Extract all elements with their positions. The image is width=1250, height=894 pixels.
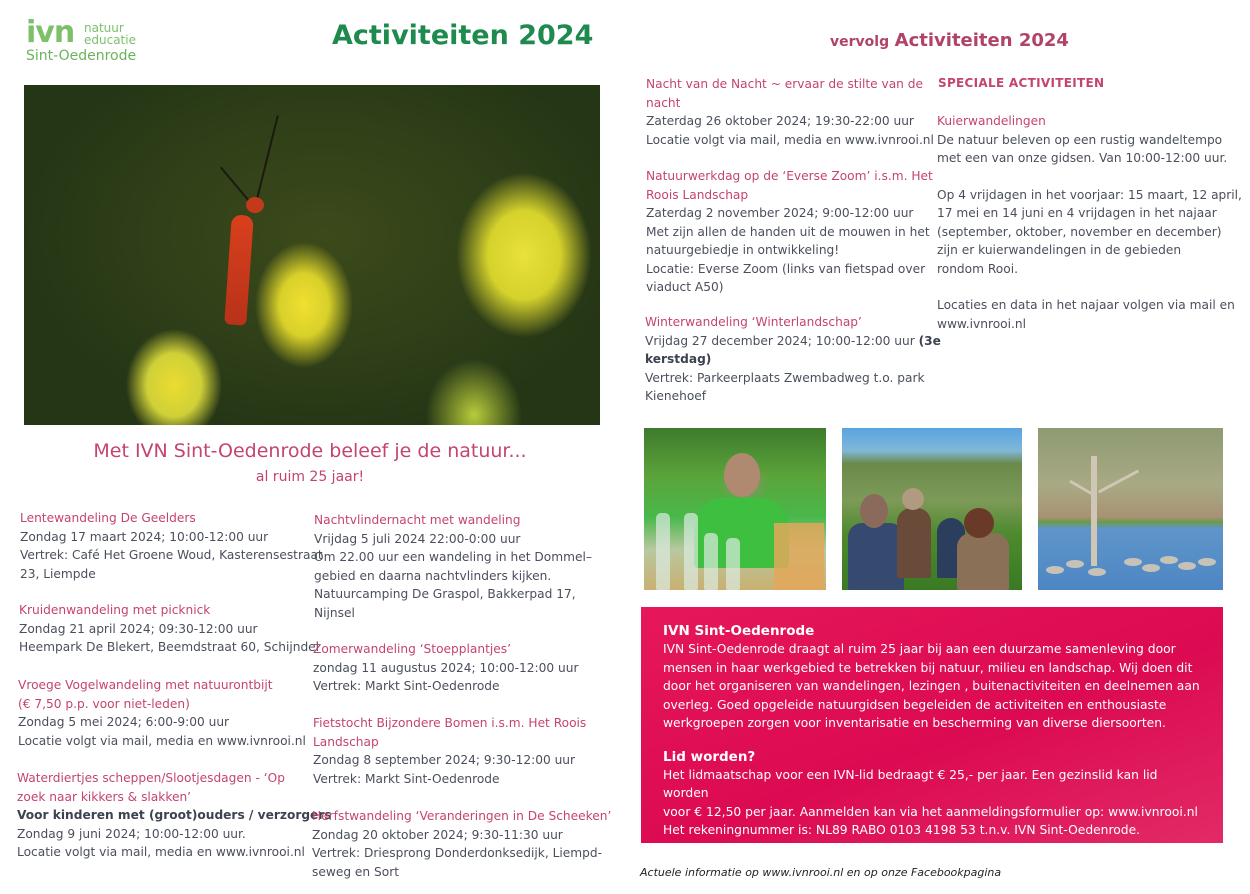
event-location: Nijnsel	[314, 605, 355, 620]
event-lentewandeling	[20, 509, 323, 583]
goose	[1142, 564, 1160, 572]
info-paragraph: IVN Sint-Oedenrode draagt al ruim 25 jaar bij aan een duurzame samenleving door mensen in haar werkgebied te betrekken bij natuur, milieu en landschap. Wij doen dit door het organiseren van wandelingen, lezingen , buitenactiviteiten en deelnemen aan overleg. Goed opgeleide natuurgidsen begeleiden de activiteiten en enthousiaste werkgroepen zorgen voor inventarisatie en bescherming van diverse diersoorten.	[663, 642, 1200, 730]
bottle	[656, 513, 670, 590]
event-description: Om 22.00 uur een wandeling in het Dommel–	[314, 550, 592, 564]
continued-title	[830, 30, 1069, 51]
event-title: Natuurwerkdag op de ‘Everse Zoom’ i.s.m. Het	[646, 169, 933, 183]
event-title: Waterdiertjes scheppen/Slootjesdagen - ‘Op	[17, 771, 285, 785]
event-description: Locaties en data in het najaar volgen via mail en	[937, 298, 1235, 312]
logo-mark: ivn	[26, 15, 75, 50]
person	[848, 523, 904, 590]
event-nachtvlindernacht	[314, 511, 592, 622]
tree-branch	[1069, 480, 1093, 496]
goose	[1066, 560, 1084, 568]
event-description: 17 mei en 14 juni en 4 vrijdagen in het najaar	[937, 206, 1217, 220]
event-title: Nacht van de Nacht ~ ervaar de stilte van de	[646, 77, 924, 91]
event-winterwandeling	[645, 313, 941, 406]
person-head	[964, 508, 994, 538]
bottle	[684, 513, 698, 590]
event-location: Locatie volgt via mail, media en www.ivnrooi.nl	[17, 845, 305, 859]
event-date: Zondag 9 juni 2024; 10:00-12:00 uur.	[17, 826, 246, 841]
bank-account-line: Het rekeningnummer is: NL89 RABO 0103 4198 53 t.n.v. IVN Sint-Oedenrode.	[663, 823, 1141, 837]
goose	[1046, 566, 1064, 574]
event-description: (september, oktober, november en december)	[937, 224, 1222, 239]
event-description: Met zijn allen de handen uit de mouwen in het	[646, 224, 930, 239]
event-location: Vertrek: Markt Sint-Oedenrode	[313, 679, 500, 693]
beetle-antenna	[220, 167, 250, 202]
event-title: Herfstwandeling ‘Veranderingen in De Scheeken’	[312, 809, 612, 823]
ivn-info-box	[641, 607, 1223, 843]
event-title: Fietstocht Bijzondere Bomen i.s.m. Het Roois	[313, 716, 587, 730]
event-natuurwerkdag	[646, 167, 933, 297]
person-head	[860, 494, 888, 528]
event-location: Locatie volgt via mail, media en www.ivnrooi.nl	[646, 132, 934, 147]
event-location: Vertrek: Parkeerplaats Zwembadweg t.o. park	[645, 370, 925, 385]
event-title: Kruidenwandeling met picknick	[19, 603, 211, 617]
event-date: Vrijdag 27 december 2024; 10:00-12:00 uur	[645, 333, 915, 348]
event-description: Op 4 vrijdagen in het voorjaar: 15 maart, 12 april,	[937, 187, 1242, 202]
event-description: met een van onze gidsen. Van 10:00-12:00 uur.	[937, 151, 1228, 165]
event-location: Heempark De Blekert, Beemdstraat 60, Schijndel	[19, 640, 320, 654]
goose	[1088, 568, 1106, 576]
event-description: zijn er kuierwandelingen in de gebieden	[937, 243, 1182, 257]
event-location: seweg en Sort	[312, 864, 400, 879]
event-waterdiertjes	[17, 769, 332, 862]
membership-line: voor € 12,50 per jaar. Aanmelden kan via het aanmeldingsformulier op: www.ivnrooi.nl	[663, 804, 1198, 819]
event-title: zoek naar kikkers & slakken’	[17, 789, 192, 804]
footnote: Actuele informatie op www.ivnrooi.nl en op onze Facebookpagina	[640, 866, 1002, 879]
event-note: kerstdag)	[645, 352, 712, 366]
event-location: Locatie volgt via mail, media en www.ivnrooi.nl	[18, 733, 306, 748]
event-zomerwandeling	[313, 640, 578, 696]
event-date: Zaterdag 26 oktober 2024; 19:30-22:00 uur	[646, 114, 914, 128]
event-title: Lentewandeling De Geelders	[20, 511, 196, 525]
event-location: viaduct A50)	[646, 280, 724, 294]
event-date: Zondag 17 maart 2024; 10:00-12:00 uur	[20, 529, 269, 544]
logo-tagline	[84, 22, 136, 46]
logo-town: Sint-Oedenrode	[26, 48, 137, 64]
event-location: Kienehoef	[645, 389, 707, 403]
hero-photo-beetle	[24, 85, 600, 425]
continued-title-text: Activiteiten 2024	[894, 30, 1069, 51]
tagline: Met IVN Sint-Oedenrode beleef je de natuur...	[93, 440, 527, 462]
event-date: zondag 11 augustus 2024; 10:00-12:00 uur	[313, 660, 579, 675]
tree-branch	[1098, 470, 1139, 494]
event-date: Zondag 20 oktober 2024; 9:30-11:30 uur	[312, 827, 563, 842]
beetle-antenna	[256, 115, 279, 199]
event-description: gebied en daarna nachtvlinders kijken.	[314, 568, 552, 583]
event-location: 23, Liempde	[20, 566, 96, 581]
beetle-head	[246, 197, 264, 213]
event-location: Locatie: Everse Zoom (links van fietspad over	[646, 261, 926, 276]
ivn-logo	[26, 15, 166, 68]
person	[957, 533, 1009, 590]
event-location: Natuurcamping De Graspol, Bakkerpad 17,	[314, 587, 576, 601]
special-activities-heading: SPECIALE ACTIVITEITEN	[938, 76, 1105, 90]
event-date: Zondag 8 september 2024; 9:30-12:00 uur	[313, 753, 576, 767]
event-audience: Voor kinderen met (groot)ouders / verzorgers	[17, 808, 332, 822]
logo-tagline-1: natuur	[84, 21, 124, 35]
event-location: Vertrek: Markt Sint-Oedenrode	[313, 771, 500, 786]
juice-jar	[774, 523, 824, 590]
event-description: natuurgebiedje in ontwikkeling!	[646, 243, 840, 257]
membership-line: Het lidmaatschap voor een IVN-lid bedraagt € 25,- per jaar. Een gezinslid kan lid worden	[663, 767, 1158, 800]
event-nacht-van-de-nacht	[646, 75, 934, 149]
event-location: Vertrek: Driesprong Donderdonksedijk, Liempd-	[312, 846, 603, 860]
page-title: Activiteiten 2024	[332, 20, 594, 51]
event-location: Vertrek: Café Het Groene Woud, Kasterensestraat	[20, 548, 323, 562]
goose	[1198, 558, 1216, 566]
event-date: Zaterdag 2 november 2024; 9:00-12:00 uur	[646, 206, 914, 220]
logo-tagline-2: educatie	[84, 33, 136, 47]
goose	[1124, 558, 1142, 566]
special-kuierwandelingen	[937, 112, 1242, 333]
glass	[726, 538, 740, 590]
event-description: De natuur beleven op een rustig wandeltempo	[937, 132, 1223, 147]
photo-geese-lake	[1038, 428, 1223, 590]
event-title: Landschap	[313, 734, 379, 749]
info-heading: IVN Sint-Oedenrode	[663, 623, 815, 639]
event-title: nacht	[646, 95, 681, 110]
event-title: Kuierwandelingen	[937, 114, 1046, 128]
event-title: Vroege Vogelwandeling met natuurontbijt	[18, 678, 273, 692]
goose	[1160, 556, 1178, 564]
event-fietstocht	[313, 714, 586, 788]
dead-tree	[1091, 456, 1097, 566]
event-date: Vrijdag 5 juli 2024 22:00-0:00 uur	[314, 531, 521, 546]
goose	[1178, 562, 1196, 570]
event-link: www.ivnrooi.nl	[937, 316, 1027, 331]
event-date: Zondag 21 april 2024; 09:30-12:00 uur	[19, 621, 258, 636]
event-vroege-vogelwandeling	[18, 676, 306, 750]
event-herfstwandeling	[312, 807, 611, 881]
event-date: Zondag 5 mei 2024; 6:00-9:00 uur	[18, 715, 230, 729]
photo-walkers	[842, 428, 1022, 590]
membership-paragraph	[663, 766, 1201, 840]
person-head	[724, 453, 760, 497]
event-title: Winterwandeling ‘Winterlandschap’	[645, 315, 862, 329]
photo-guide	[644, 428, 826, 590]
event-title: Roois Landschap	[646, 187, 749, 202]
membership-heading: Lid worden?	[663, 748, 756, 765]
event-kruidenwandeling	[19, 601, 319, 657]
person-head	[902, 488, 924, 510]
event-title: Nachtvlindernacht met wandeling	[314, 513, 521, 527]
beetle-body	[224, 214, 254, 325]
person	[897, 508, 931, 578]
event-title: Zomerwandeling ‘Stoepplantjes’	[313, 642, 511, 656]
event-note: (3e	[918, 333, 941, 348]
event-price: (€ 7,50 p.p. voor niet-leden)	[18, 696, 190, 711]
event-description: rondom Rooi.	[937, 261, 1018, 276]
continued-prefix: vervolg	[830, 34, 890, 50]
glass	[704, 533, 718, 590]
tagline-sub: al ruim 25 jaar!	[255, 469, 365, 485]
